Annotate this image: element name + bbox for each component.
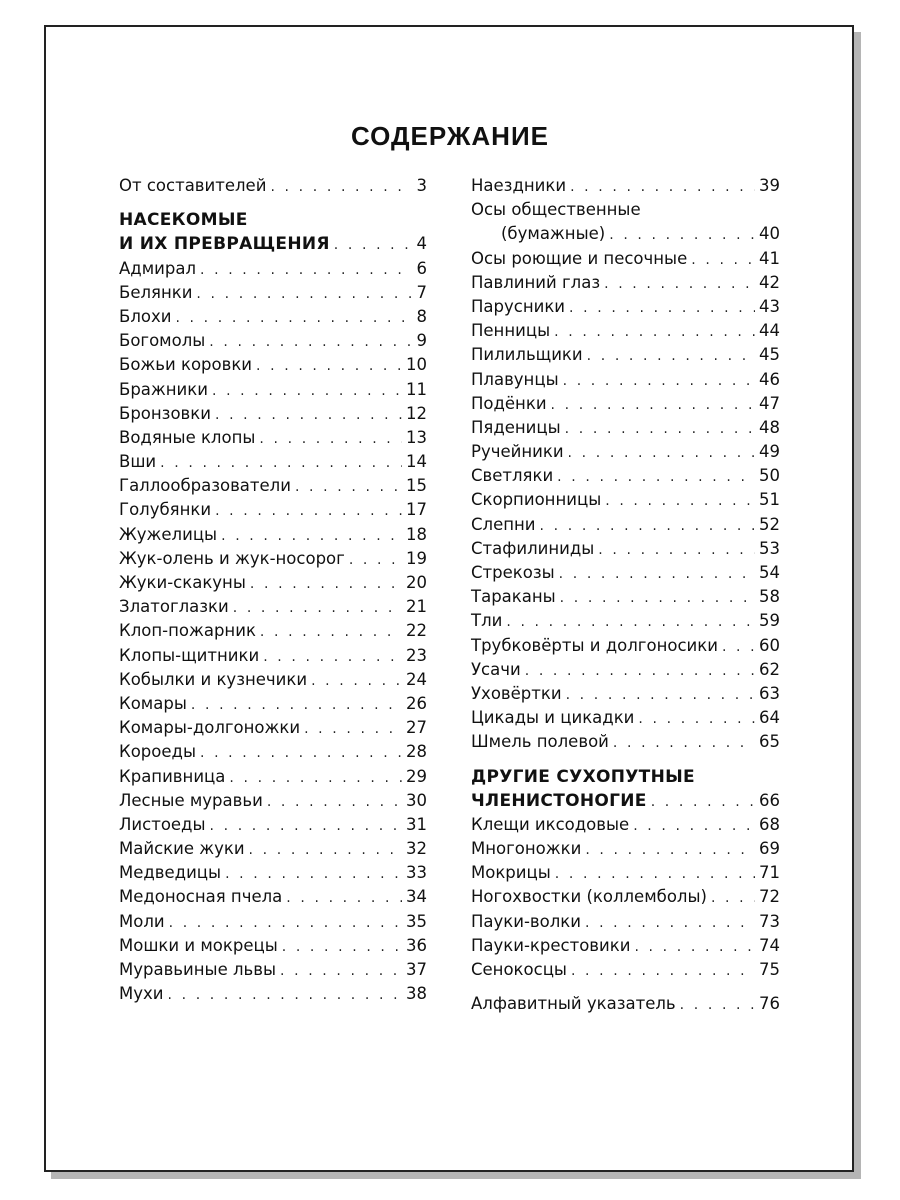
toc-entry xyxy=(471,247,780,271)
toc-entry-title: Кобылки и кузнечики xyxy=(119,669,308,689)
toc-entry xyxy=(471,295,780,319)
page-title: СОДЕРЖАНИЕ xyxy=(351,121,549,151)
toc-entry xyxy=(119,281,427,305)
toc-entry-title: Слепни xyxy=(471,514,536,534)
toc-entry xyxy=(471,885,780,909)
dot-leader xyxy=(349,548,402,572)
toc-page-number: 69 xyxy=(759,839,780,859)
dot-leader xyxy=(651,790,755,814)
toc-entry xyxy=(119,329,427,353)
toc-page-number: 52 xyxy=(759,514,780,534)
dot-leader xyxy=(566,683,755,707)
toc-page-number: 9 xyxy=(416,331,427,351)
dot-leader xyxy=(168,983,403,1007)
toc-entry-title: Крапивница xyxy=(119,766,226,786)
toc-entry xyxy=(119,910,427,934)
toc-page-number: 10 xyxy=(406,355,427,375)
dot-leader xyxy=(680,993,755,1017)
toc-entry-title: Тараканы xyxy=(471,587,556,607)
dot-leader xyxy=(569,296,755,320)
toc-entry xyxy=(471,861,780,885)
dot-leader xyxy=(209,330,412,354)
toc-entry-title: ЧЛЕНИСТОНОГИЕ xyxy=(471,790,647,811)
toc-entry xyxy=(471,634,780,658)
toc-entry-title: Ногохвостки (коллемболы) xyxy=(471,887,707,907)
toc-page-number: 17 xyxy=(406,500,427,520)
dot-leader xyxy=(175,306,412,330)
toc-entry-title: Голубянки xyxy=(119,500,212,520)
toc-entry xyxy=(119,740,427,764)
toc-entry-title: Многоножки xyxy=(471,839,582,859)
toc-page-number: 59 xyxy=(759,611,780,631)
dot-leader xyxy=(215,403,402,427)
toc-entry-title: Подёнки xyxy=(471,393,547,413)
dot-leader xyxy=(225,862,402,886)
toc-entry xyxy=(471,658,780,682)
toc-entry xyxy=(119,789,427,813)
toc-entry-title: Божьи коровки xyxy=(119,355,253,375)
toc-entry xyxy=(119,378,427,402)
dot-leader xyxy=(587,344,755,368)
toc-entry-title: Водяные клопы xyxy=(119,427,256,447)
toc-page-number: 62 xyxy=(759,659,780,679)
toc-page-number: 40 xyxy=(759,224,780,244)
toc-entry xyxy=(471,174,780,198)
toc-page-number: 38 xyxy=(406,984,427,1004)
dot-leader xyxy=(295,475,402,499)
dot-leader xyxy=(585,838,755,862)
toc-entry-title: Моли xyxy=(119,911,165,931)
dot-leader xyxy=(613,731,755,755)
toc-entry xyxy=(119,426,427,450)
toc-entry xyxy=(119,498,427,522)
toc-entry-title: Клопы-щитники xyxy=(119,645,260,665)
toc-page-number: 72 xyxy=(759,887,780,907)
toc-section-heading xyxy=(119,208,427,232)
toc-page-number: 60 xyxy=(759,635,780,655)
dot-leader xyxy=(311,669,402,693)
toc-spacer xyxy=(119,198,427,208)
toc-entry xyxy=(119,934,427,958)
toc-entry-title: Бронзовки xyxy=(119,403,211,423)
toc-entry xyxy=(119,644,427,668)
toc-page-number: 46 xyxy=(759,369,780,389)
toc-page-number: 14 xyxy=(406,452,427,472)
toc-right-column xyxy=(471,174,780,1016)
toc-page-number: 19 xyxy=(406,548,427,568)
toc-page-number: 75 xyxy=(759,960,780,979)
toc-page-number: 66 xyxy=(759,790,780,810)
dot-leader xyxy=(555,862,755,886)
dot-leader xyxy=(221,524,402,548)
toc-entry-title: Клещи иксодовые xyxy=(471,814,630,834)
toc-page-number: 58 xyxy=(759,587,780,607)
toc-page-number: 23 xyxy=(406,645,427,665)
toc-page-number: 31 xyxy=(406,814,427,834)
toc-entry xyxy=(119,305,427,329)
toc-entry xyxy=(119,595,427,619)
toc-page-number: 11 xyxy=(406,379,427,399)
toc-page-number: 7 xyxy=(416,282,427,302)
dot-leader xyxy=(191,693,402,717)
toc-entry xyxy=(471,609,780,633)
toc-page-number: 45 xyxy=(759,345,780,365)
toc-left-column xyxy=(119,174,427,1006)
toc-entry-title: Жужелицы xyxy=(119,524,218,544)
toc-entry xyxy=(119,668,427,692)
toc-page-number: 24 xyxy=(406,669,427,689)
dot-leader xyxy=(711,886,755,910)
dot-leader xyxy=(565,417,755,441)
toc-entry-title: Медведицы xyxy=(119,863,222,883)
toc-entry-title: Стрекозы xyxy=(471,563,555,582)
toc-page-number: 51 xyxy=(759,490,780,510)
toc-section-heading xyxy=(119,232,427,256)
toc-page-number: 48 xyxy=(759,417,780,437)
toc-entry-title: Жуки-скакуны xyxy=(119,573,246,592)
toc-page-number: 26 xyxy=(406,693,427,713)
toc-entry xyxy=(119,765,427,789)
dot-leader xyxy=(722,635,755,659)
dot-leader xyxy=(585,911,755,935)
dot-leader xyxy=(634,935,755,959)
toc-page-number: 33 xyxy=(406,863,427,883)
toc-entry xyxy=(119,861,427,885)
toc-entry-title: Скорпионницы xyxy=(471,490,602,510)
toc-entry-title: НАСЕКОМЫЕ xyxy=(119,210,248,231)
toc-page-number: 39 xyxy=(759,176,780,195)
toc-entry xyxy=(471,488,780,512)
toc-section-heading xyxy=(471,765,780,789)
dot-leader xyxy=(568,441,755,465)
toc-page-number: 32 xyxy=(406,839,427,859)
toc-entry xyxy=(119,958,427,982)
toc-spacer xyxy=(471,982,780,992)
toc-entry xyxy=(119,450,427,474)
toc-entry xyxy=(471,730,780,754)
toc-entry xyxy=(119,523,427,547)
toc-entry-title: И ИХ ПРЕВРАЩЕНИЯ xyxy=(119,234,330,255)
toc-page-number: 41 xyxy=(759,248,780,268)
toc-entry-title: Плавунцы xyxy=(471,369,559,389)
dot-leader xyxy=(286,886,402,910)
toc-entry-title: Осы роющие и песочные xyxy=(471,248,688,268)
toc-entry-title: Белянки xyxy=(119,282,193,302)
toc-entry-title: Наездники xyxy=(471,176,567,195)
toc-page-number: 76 xyxy=(759,994,780,1014)
toc-entry-title: Блохи xyxy=(119,306,172,326)
toc-page-number: 15 xyxy=(406,476,427,496)
toc-entry xyxy=(471,392,780,416)
dot-leader xyxy=(259,427,402,451)
toc-entry xyxy=(471,585,780,609)
toc-entry xyxy=(471,368,780,392)
toc-entry xyxy=(471,464,780,488)
toc-page-number: 73 xyxy=(759,911,780,931)
toc-page-number: 54 xyxy=(759,563,780,582)
toc-entry-title: Лесные муравьи xyxy=(119,790,263,810)
dot-leader xyxy=(559,562,755,586)
toc-page-number: 64 xyxy=(759,708,780,728)
toc-entry xyxy=(471,992,780,1016)
toc-entry-title: Пяденицы xyxy=(471,417,561,437)
toc-page-number: 36 xyxy=(406,935,427,955)
dot-leader xyxy=(598,538,755,562)
dot-leader xyxy=(260,620,402,644)
toc-entry xyxy=(471,934,780,958)
dot-leader xyxy=(571,959,755,983)
dot-leader xyxy=(334,233,413,257)
toc-entry xyxy=(119,885,427,909)
dot-leader xyxy=(633,814,755,838)
toc-entry-title: Ручейники xyxy=(471,442,564,462)
toc-entry xyxy=(119,257,427,281)
toc-page-number: 74 xyxy=(759,935,780,955)
toc-entry-title: Трубковёрты и долгоносики xyxy=(471,635,718,655)
toc-entry-title: Цикады и цикадки xyxy=(471,708,635,728)
toc-page-number: 20 xyxy=(406,573,427,592)
toc-entry-title: Мошки и мокрецы xyxy=(119,935,278,955)
dot-leader xyxy=(169,911,402,935)
toc-entry xyxy=(471,319,780,343)
toc-entry-title: ДРУГИЕ СУХОПУТНЫЕ xyxy=(471,766,695,787)
toc-entry xyxy=(471,706,780,730)
toc-entry xyxy=(471,513,780,537)
toc-spacer xyxy=(471,755,780,765)
dot-leader xyxy=(229,766,402,790)
toc-entry xyxy=(471,561,780,585)
dot-leader xyxy=(609,223,755,247)
dot-leader xyxy=(200,741,402,765)
toc-entry xyxy=(471,222,780,246)
dot-leader xyxy=(215,499,402,523)
toc-entry-title: Светляки xyxy=(471,466,554,486)
toc-entry-title: Комары-долгоножки xyxy=(119,718,301,738)
toc-page-number: 68 xyxy=(759,814,780,834)
toc-page-number: 35 xyxy=(406,911,427,931)
toc-entry-title: От составителей xyxy=(119,176,267,195)
dot-leader xyxy=(554,320,755,344)
toc-page-number: 43 xyxy=(759,296,780,316)
toc-page-number: 4 xyxy=(416,234,427,254)
toc-entry-title: Листоеды xyxy=(119,814,206,834)
toc-entry xyxy=(119,402,427,426)
toc-page-number: 63 xyxy=(759,683,780,703)
toc-page-number: 18 xyxy=(406,524,427,544)
toc-page-number: 28 xyxy=(406,742,427,762)
toc-entry xyxy=(471,271,780,295)
toc-page-number: 6 xyxy=(416,258,427,278)
dot-leader xyxy=(691,248,755,272)
toc-entry-title: Златоглазки xyxy=(119,597,229,617)
dot-leader xyxy=(563,369,755,393)
toc-entry xyxy=(471,837,780,861)
toc-entry-title: Уховёртки xyxy=(471,683,562,703)
toc-page-number: 42 xyxy=(759,272,780,292)
toc-entry-title: Вши xyxy=(119,452,157,472)
toc-entry xyxy=(471,910,780,934)
toc-entry-title: Майские жуки xyxy=(119,839,245,859)
toc-entry xyxy=(119,474,427,498)
dot-leader xyxy=(638,707,755,731)
dot-leader xyxy=(250,572,402,596)
toc-page-number: 21 xyxy=(406,597,427,617)
toc-entry xyxy=(119,547,427,571)
dot-leader xyxy=(280,959,402,983)
toc-page-number: 53 xyxy=(759,538,780,558)
toc-entry-title: Пилильщики xyxy=(471,345,583,365)
toc-entry-title: Алфавитный указатель xyxy=(471,994,676,1014)
toc-entry-title: Адмирал xyxy=(119,258,196,278)
toc-entry xyxy=(119,813,427,837)
dot-leader xyxy=(506,610,755,634)
dot-leader xyxy=(560,586,755,610)
toc-entry-title: Бражники xyxy=(119,379,208,399)
dot-leader xyxy=(200,258,413,282)
dot-leader xyxy=(304,717,402,741)
toc-entry-title: Мухи xyxy=(119,984,164,1004)
toc-entry xyxy=(119,982,427,1006)
toc-entry-title: Муравьиные львы xyxy=(119,960,276,979)
dot-leader xyxy=(263,645,402,669)
dot-leader xyxy=(551,393,755,417)
toc-entry-title: Стафилиниды xyxy=(471,538,595,558)
toc-entry xyxy=(471,343,780,367)
dot-leader xyxy=(196,282,412,306)
dot-leader xyxy=(249,838,402,862)
toc-entry-title: Парусники xyxy=(471,296,566,316)
toc-page-number: 65 xyxy=(759,732,780,752)
toc-entry-title: Комары xyxy=(119,693,187,713)
dot-leader xyxy=(212,379,402,403)
dot-leader xyxy=(210,814,403,838)
toc-entry xyxy=(471,682,780,706)
toc-entry xyxy=(471,416,780,440)
toc-entry xyxy=(119,716,427,740)
toc-section-heading xyxy=(471,789,780,813)
toc-entry-title: Тли xyxy=(471,611,503,631)
toc-page-number: 44 xyxy=(759,321,780,341)
toc-page-number: 8 xyxy=(416,306,427,326)
toc-entry-title: Шмель полевой xyxy=(471,732,609,752)
toc-entry xyxy=(471,198,780,222)
toc-page-number: 12 xyxy=(406,403,427,423)
toc-page-number: 37 xyxy=(406,960,427,979)
dot-leader xyxy=(160,451,402,475)
toc-entry xyxy=(119,353,427,377)
dot-leader xyxy=(233,596,402,620)
toc-page-number: 3 xyxy=(416,176,427,195)
toc-entry-title: Осы общественные xyxy=(471,200,641,220)
toc-entry-title: Клоп-пожарник xyxy=(119,621,256,641)
toc-entry-title: Пенницы xyxy=(471,321,551,341)
dot-leader xyxy=(256,354,402,378)
dot-leader xyxy=(557,465,755,489)
toc-entry-title: Жук-олень и жук-носорог xyxy=(119,548,345,568)
dot-leader xyxy=(605,489,755,513)
toc-page-number: 50 xyxy=(759,466,780,486)
dot-leader xyxy=(270,175,412,199)
toc-entry xyxy=(471,537,780,561)
toc-page-number: 47 xyxy=(759,393,780,413)
toc-entry-title: Усачи xyxy=(471,659,521,679)
toc-page-number: 22 xyxy=(406,621,427,641)
toc-entry-title: Короеды xyxy=(119,742,196,762)
toc-page-number: 13 xyxy=(406,427,427,447)
toc-entry-title: Галлообразователи xyxy=(119,476,291,496)
toc-entry-title: Павлиний глаз xyxy=(471,272,601,292)
toc-entry-title: Пауки-крестовики xyxy=(471,935,631,955)
toc-entry xyxy=(471,440,780,464)
toc-entry-title: Пауки-волки xyxy=(471,911,581,931)
dot-leader xyxy=(540,514,755,538)
toc-page-number: 71 xyxy=(759,863,780,883)
toc-entry-title: Богомолы xyxy=(119,331,206,351)
toc-page-number: 34 xyxy=(406,887,427,907)
toc-page-number: 29 xyxy=(406,766,427,786)
toc-page-number: 30 xyxy=(406,790,427,810)
toc-entry-title: Медоносная пчела xyxy=(119,887,283,907)
toc-entry xyxy=(119,174,427,198)
toc-entry xyxy=(119,571,427,595)
toc-entry xyxy=(471,813,780,837)
dot-leader xyxy=(570,175,755,199)
dot-leader xyxy=(604,272,755,296)
toc-entry xyxy=(119,692,427,716)
toc-entry-title: (бумажные) xyxy=(501,224,606,244)
toc-page-number: 27 xyxy=(406,718,427,738)
dot-leader xyxy=(282,935,402,959)
toc-entry xyxy=(119,837,427,861)
dot-leader xyxy=(267,790,402,814)
toc-entry-title: Мокрицы xyxy=(471,863,551,883)
toc-page-number: 49 xyxy=(759,442,780,462)
toc-entry xyxy=(471,958,780,982)
toc-entry xyxy=(119,619,427,643)
dot-leader xyxy=(525,659,755,683)
toc-entry-title: Сенокосцы xyxy=(471,960,567,979)
